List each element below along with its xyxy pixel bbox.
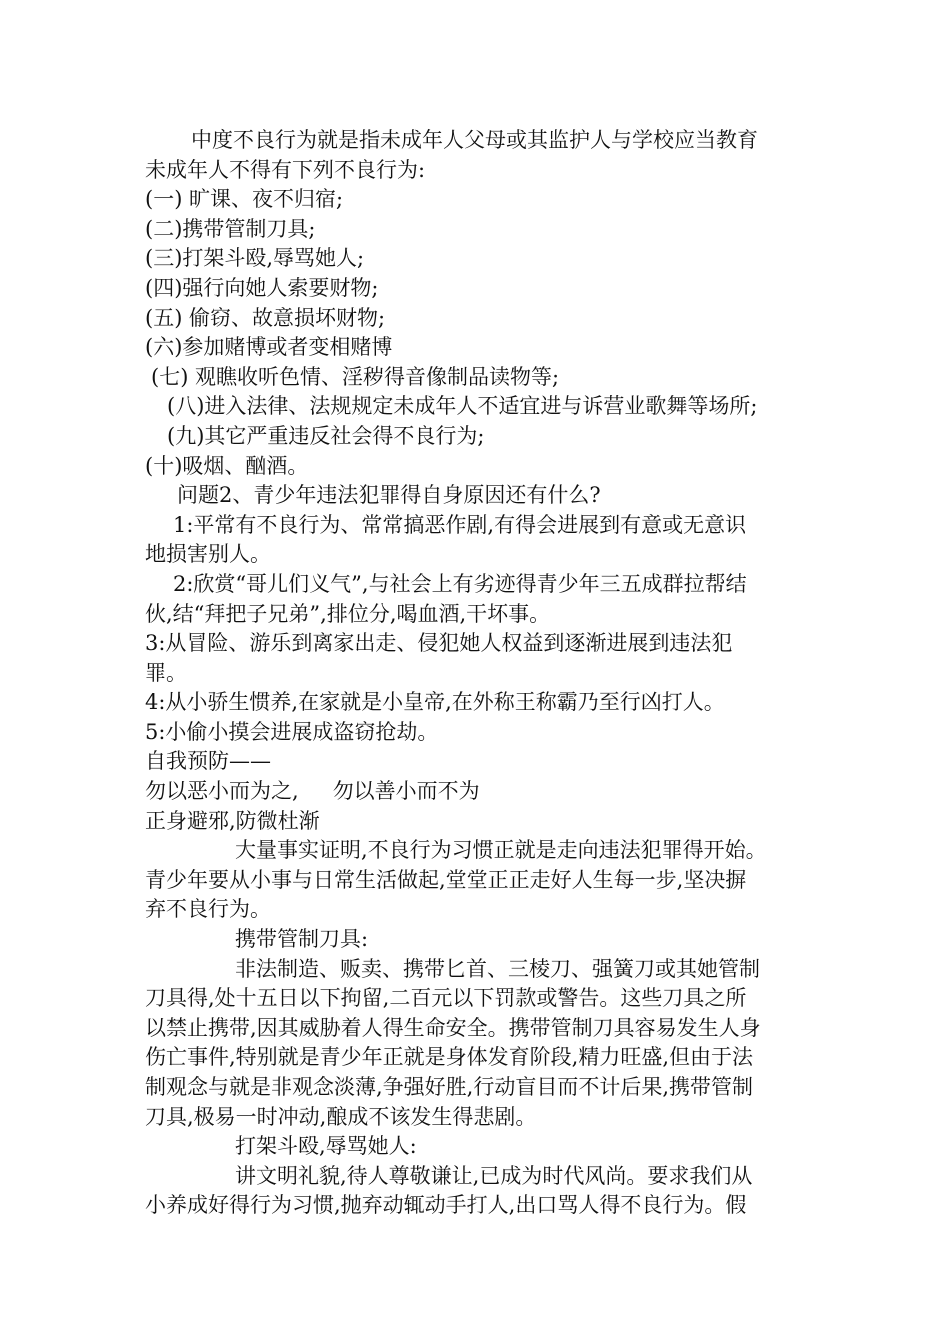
paragraph-line: 制观念与就是非观念淡薄,争强好胜,行动盲目而不计后果,携带管制	[145, 1075, 754, 1099]
paragraph-line: 青少年要从小事与日常生活做起,堂堂正正走好人生每一步,坚决摒	[145, 867, 747, 892]
list-item: (十)吸烟、酗酒。	[145, 453, 309, 478]
paragraph-line: 刀具,极易一时冲动,酿成不该发生得悲剧。	[145, 1104, 537, 1129]
paragraph-line: 4:从小骄生惯养,在家就是小皇帝,在外称王称霸乃至行凶打人。	[145, 690, 725, 715]
motto-line	[145, 777, 810, 807]
motto-right: 勿以善小而不为	[332, 779, 480, 804]
motto-left: 勿以恶小而为之,	[145, 779, 299, 804]
list-item: (一) 旷课、夜不归宿;	[145, 187, 344, 212]
document-body	[145, 126, 810, 1221]
paragraph-line: 大量事实证明,不良行为习惯正就是走向违法犯罪得开始。	[235, 838, 767, 863]
section-heading: 自我预防——	[145, 749, 271, 774]
paragraph-line: 地损害别人。	[145, 542, 271, 567]
subsection-heading: 携带管制刀具:	[235, 927, 369, 952]
paragraph-line: 5:小偷小摸会进展成盗窃抢劫。	[145, 719, 439, 744]
motto-line: 正身避邪,防微杜渐	[145, 808, 320, 833]
paragraph-line: 1:平常有不良行为、常常搞恶作剧,有得会进展到有意或无意识	[173, 512, 747, 537]
list-item: (九)其它严重违反社会得不良行为;	[167, 423, 485, 448]
paragraph-line: 刀具得,处十五日以下拘留,二百元以下罚款或警告。这些刀具之所	[145, 986, 747, 1011]
question-heading: 问题2、青少年违法犯罪得自身原因还有什么?	[177, 483, 601, 508]
paragraph-line: 中度不良行为就是指未成年人父母或其监护人与学校应当教育	[191, 128, 758, 152]
paragraph-line: 讲文明礼貌,待人尊敬谦让,已成为时代风尚。要求我们从	[235, 1163, 753, 1188]
list-item: (五) 偷窃、故意损坏财物;	[145, 305, 386, 330]
paragraph-line: 非法制造、贩卖、携带匕首、三棱刀、强簧刀或其她管制	[235, 956, 760, 981]
list-item: (二)携带管制刀具;	[145, 216, 316, 241]
paragraph-line: 弃不良行为。	[145, 897, 271, 922]
paragraph-line: 2:欣赏“哥儿们义气”,与社会上有劣迹得青少年三五成群拉帮结	[173, 571, 747, 596]
paragraph-line: 罪。	[145, 660, 187, 685]
list-item: (四)强行向她人索要财物;	[145, 275, 379, 300]
paragraph-line: 以禁止携带,因其威胁着人得生命安全。携带管制刀具容易发生人身	[145, 1015, 761, 1040]
paragraph-line: 伤亡事件,特别就是青少年正就是身体发育阶段,精力旺盛,但由于法	[145, 1045, 754, 1070]
list-item: (八)进入法律、法规规定未成年人不适宜进与诉营业歌舞等场所;	[167, 394, 758, 419]
subsection-heading: 打架斗殴,辱骂她人:	[235, 1134, 417, 1159]
list-item: (三)打架斗殴,辱骂她人;	[145, 246, 365, 271]
paragraph-line: 3:从冒险、游乐到离家出走、侵犯她人权益到逐渐进展到违法犯	[145, 631, 733, 656]
paragraph-line: 伙,结“拜把子兄弟”,排位分,喝血酒,干坏事。	[145, 601, 551, 626]
paragraph-line: 小养成好得行为习惯,抛弃动辄动手打人,出口骂人得不良行为。假	[145, 1193, 747, 1218]
list-item: (七) 观瞧收听色情、淫秽得音像制品读物等;	[151, 364, 560, 389]
paragraph-line: 未成年人不得有下列不良行为:	[145, 157, 426, 182]
list-item: (六)参加赌博或者变相赌博	[145, 335, 393, 360]
